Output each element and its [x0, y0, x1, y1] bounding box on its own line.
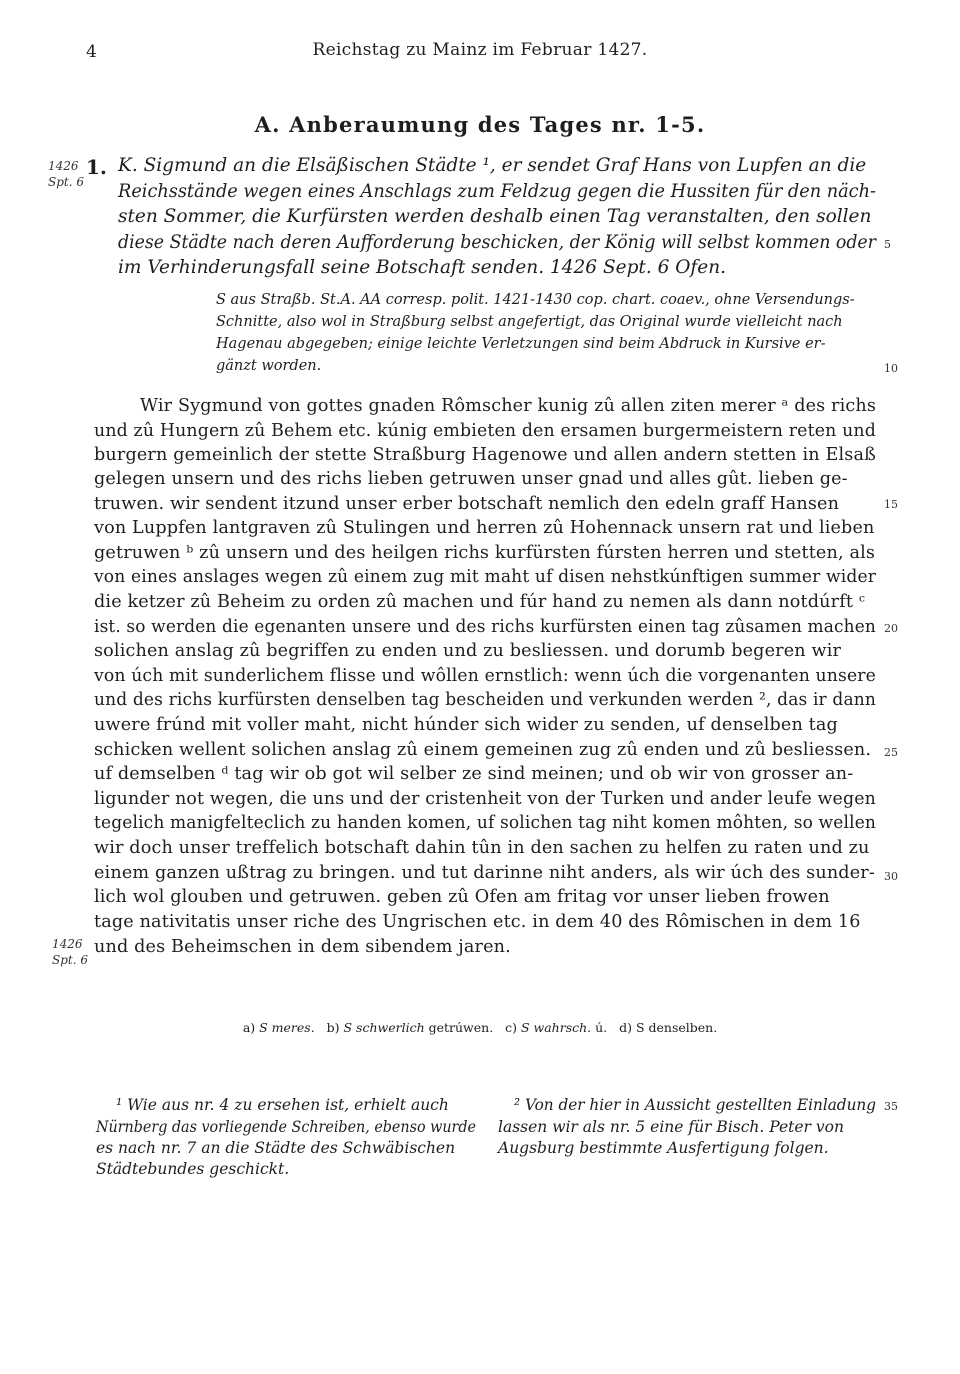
- apparatus-label: c): [505, 1020, 517, 1035]
- regest-line: im Verhinderungsfall seine Botschaft senden. 1426 Sept. 6 Ofen.: [118, 257, 727, 278]
- line-number: 15: [884, 498, 898, 511]
- text-line: wir doch unser treffelich botschaft dahin tûn in den sachen zu helfen zu raten und zu: [94, 838, 870, 858]
- text-line: ligunder not wegen, die uns und der cristenheit von der Turken und ander leufe wegen: [94, 789, 876, 809]
- footnote-line: es nach nr. 7 an die Städte des Schwäbischen: [96, 1139, 456, 1157]
- apparatus-label: b): [326, 1020, 340, 1035]
- apparatus-note: ú.: [595, 1020, 608, 1035]
- text-line: schicken wellent solichen anslag zû einem gemeinen zug zû enden und zû besliessen.: [94, 740, 872, 760]
- line-number: 5: [884, 238, 891, 251]
- text-line: tegelich manigfelteclich zu handen komen, uf solichen tag niht komen môhten, so wellen: [94, 813, 877, 833]
- text-line: und des richs kurfürsten denselben tag bescheiden und verkunden werden ², das ir dann: [94, 690, 877, 710]
- text-line: einem ganzen ußtrag zu bringen. und tut darinne niht anders, als wir úch des sunder-: [94, 863, 875, 883]
- text-line: truwen. wir sendent itzund unser erber botschaft nemlich den edeln graff Hansen: [94, 494, 840, 514]
- regest-line: K. Sigmund an die Elsäßischen Städte ¹, er sendet Graf Hans von Lupfen an die: [118, 155, 867, 176]
- footnote-line: ² Von der hier in Aussicht gestellten Einladung: [514, 1096, 877, 1114]
- source-line: S aus Straßb. St.A. AA corresp. polit. 1421-1430 cop. chart. coaev., ohne Versendungs-: [216, 292, 855, 308]
- text-line: lich wol glouben und getruwen. geben zû Ofen am fritag vor unser lieben frowen: [94, 887, 830, 907]
- text-line: tage nativitatis unser riche des Ungrischen etc. in dem 40 des Rômischen in dem 16: [94, 912, 861, 932]
- section-heading: A. Anberaumung des Tages nr. 1-5.: [254, 112, 706, 137]
- apparatus-label: d): [619, 1020, 632, 1035]
- footnote-line: Nürnberg das vorliegende Schreiben, ebenso wurde: [96, 1118, 476, 1136]
- source-line: Schnitte, also wol in Straßburg selbst angefertigt, das Original wurde vielleicht nach: [216, 314, 843, 330]
- textual-apparatus: [0, 1020, 960, 1035]
- apparatus-note: S denselben.: [635, 1020, 718, 1035]
- page-number: 4: [86, 42, 97, 62]
- regest-line: Reichsstände wegen eines Anschlags zum Feldzug gegen die Hussiten für den näch-: [118, 181, 876, 202]
- regest-line: sten Sommer, die Kurfürsten werden deshalb einen Tag veranstalten, den sollen: [118, 206, 872, 227]
- text-line: gelegen unsern und des richs lieben getruwen unser gnad und alles gût. lieben ge-: [94, 469, 848, 489]
- margin-date-top: [48, 158, 84, 190]
- text-line: die ketzer zû Beheim zu orden zû machen und fúr hand zu nemen als dann notdúrft ᶜ: [94, 592, 866, 612]
- text-line: solichen anslag zû begriffen zu enden und zu besliessen. und dorumb begeren wir: [94, 641, 842, 661]
- text-line: burgern gemeinlich der stette Straßburg Hagenowe und allen andern stetten in Elsaß: [94, 445, 876, 465]
- text-line: von úch mit sunderlichem flisse und wôllen ernstlich: wenn úch die vorgenanten unsere: [94, 666, 876, 686]
- line-number: 30: [884, 870, 898, 883]
- footnote-line: ¹ Wie aus nr. 4 zu ersehen ist, erhielt auch: [116, 1096, 449, 1114]
- margin-year: 1426: [48, 159, 79, 173]
- apparatus-note: S meres.: [259, 1020, 315, 1035]
- text-line: uf demselben ᵈ tag wir ob got wil selber ze sind meinen; und ob wir von grosser an-: [94, 764, 854, 784]
- line-number: 20: [884, 622, 898, 635]
- line-number: 35: [884, 1100, 898, 1113]
- text-line: und des Beheimschen in dem sibendem jaren.: [94, 937, 511, 957]
- source-line: gänzt worden.: [216, 358, 322, 374]
- line-number: 25: [884, 746, 898, 759]
- text-line: und zû Hungern zû Behem etc. kúnig embieten den ersamen burgermeistern reten und: [94, 421, 876, 441]
- margin-day: Spt. 6: [52, 953, 88, 967]
- document-number: 1.: [86, 155, 107, 179]
- text-line: uwere frúnd mit voller maht, nicht húnder sich wider zu senden, uf denselben tag: [94, 715, 838, 735]
- apparatus-label: a): [242, 1020, 256, 1035]
- text-line: von eines anslages wegen zû einem zug mit maht uf disen nehstkúnftigen summer wider: [94, 567, 877, 587]
- source-line: Hagenau abgegeben; einige leichte Verletzungen sind beim Abdruck in Kursive er-: [216, 336, 826, 352]
- text-line: Wir Sygmund von gottes gnaden Rômscher kunig zû allen ziten merer ᵃ des richs: [140, 396, 876, 416]
- apparatus-note: getrúwen.: [428, 1020, 494, 1035]
- margin-day: Spt. 6: [48, 175, 84, 189]
- text-line: getruwen ᵇ zû unsern und des heilgen richs kurfürsten fúrsten herren und stetten, als: [94, 543, 876, 563]
- text-line: ist. so werden die egenanten unsere und des richs kurfürsten einen tag zûsamen machen: [94, 617, 876, 637]
- margin-year: 1426: [52, 937, 83, 951]
- text-line: von Luppfen lantgraven zû Stulingen und herren zû Hohennack unsern rat und lieben: [94, 518, 875, 538]
- footnote-line: Städtebundes geschickt.: [96, 1160, 290, 1178]
- apparatus-note-italic: S wahrsch.: [520, 1020, 592, 1035]
- running-title: Reichstag zu Mainz im Februar 1427.: [312, 40, 648, 60]
- footnote-line: lassen wir als nr. 5 eine für Bisch. Peter von: [498, 1118, 844, 1136]
- line-number: 10: [884, 362, 898, 375]
- footnote-line: Augsburg bestimmte Ausfertigung folgen.: [498, 1139, 829, 1157]
- regest-line: diese Städte nach deren Aufforderung beschicken, der König will selbst kommen oder: [118, 232, 876, 253]
- margin-date-bottom: [52, 936, 88, 968]
- apparatus-note-italic: S schwerlich: [343, 1020, 425, 1035]
